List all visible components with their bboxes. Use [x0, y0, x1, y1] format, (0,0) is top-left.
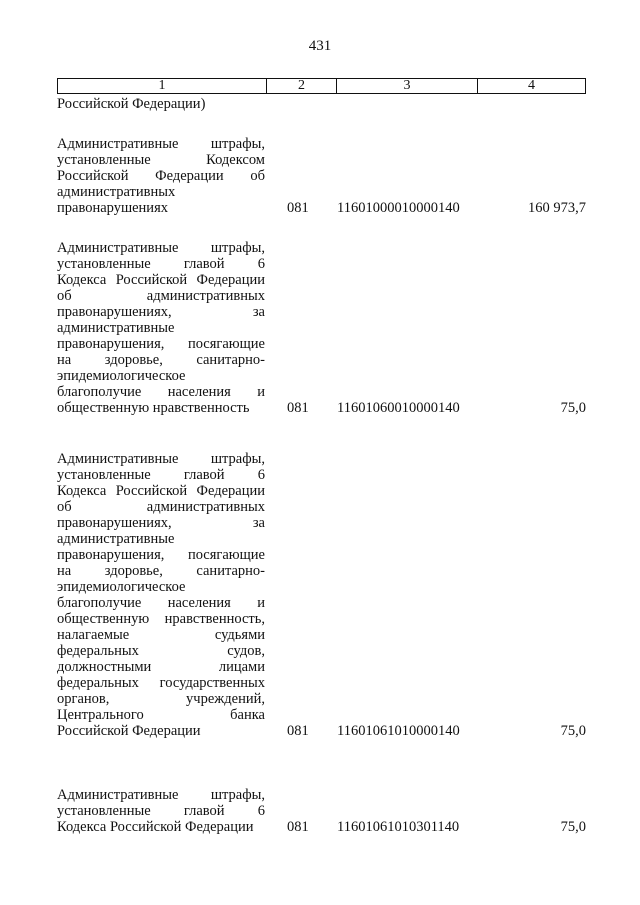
- description-line: установленные Кодексом: [57, 152, 265, 168]
- description-line: установленные главой 6: [57, 467, 265, 483]
- header-col-3: 3: [337, 79, 478, 93]
- amount-value: 160 973,7: [528, 200, 586, 216]
- admin-code: 081: [287, 723, 309, 739]
- description-line: Административные штрафы,: [57, 136, 265, 152]
- description-line: установленные главой 6: [57, 803, 265, 819]
- description-line: Административные штрафы,: [57, 451, 265, 467]
- description-line: Кодекса Российской Федерации: [57, 483, 265, 499]
- page-number: 431: [308, 38, 332, 54]
- description-line: благополучие населения и: [57, 595, 265, 611]
- header-col-1: 1: [58, 79, 267, 93]
- description-line: административные: [57, 531, 175, 547]
- amount-value: 75,0: [560, 819, 586, 835]
- description-line: правонарушениях, за: [57, 515, 265, 531]
- description-line: должностными лицами: [57, 659, 265, 675]
- description-line: общественную нравственность,: [57, 611, 265, 627]
- description-line: Административные штрафы,: [57, 240, 265, 256]
- admin-code: 081: [287, 200, 309, 216]
- row-description: [57, 240, 265, 416]
- description-line: Административные штрафы,: [57, 787, 265, 803]
- description-line: налагаемые судьями: [57, 627, 265, 643]
- description-line: на здоровье, санитарно-: [57, 563, 265, 579]
- budget-classification-code: 11601061010000140: [337, 723, 460, 739]
- amount-value: 75,0: [560, 723, 586, 739]
- description-line: правонарушениях: [57, 200, 168, 216]
- description-line: правонарушения, посягающие: [57, 336, 265, 352]
- description-line: Российской Федерации об: [57, 168, 265, 184]
- description-line: федеральных судов,: [57, 643, 265, 659]
- description-line: органов, учреждений,: [57, 691, 265, 707]
- budget-classification-code: 11601060010000140: [337, 400, 460, 416]
- row-description: [57, 787, 265, 835]
- description-line: эпидемиологическое: [57, 579, 186, 595]
- description-line: административных: [57, 184, 176, 200]
- row-description: [57, 451, 265, 739]
- description-line: об административных: [57, 499, 265, 515]
- description-line: Российской Федерации: [57, 723, 201, 739]
- description-line: правонарушения, посягающие: [57, 547, 265, 563]
- description-line: административные: [57, 320, 175, 336]
- description-line: федеральных государственных: [57, 675, 265, 691]
- description-line: установленные главой 6: [57, 256, 265, 272]
- amount-value: 75,0: [560, 400, 586, 416]
- admin-code: 081: [287, 819, 309, 835]
- budget-classification-code: 11601000010000140: [337, 200, 460, 216]
- description-line: Кодекса Российской Федерации: [57, 272, 265, 288]
- row-description: [57, 136, 265, 216]
- header-col-4: 4: [528, 78, 535, 93]
- admin-code: 081: [287, 400, 309, 416]
- header-col-2: 2: [267, 79, 337, 93]
- description-line: об административных: [57, 288, 265, 304]
- description-line: эпидемиологическое: [57, 368, 186, 384]
- table-header-row: [57, 78, 586, 94]
- description-line: Кодекса Российской Федерации: [57, 819, 254, 835]
- description-line: на здоровье, санитарно-: [57, 352, 265, 368]
- description-line: общественную нравственность: [57, 400, 250, 416]
- description-line: благополучие населения и: [57, 384, 265, 400]
- description-line: правонарушениях, за: [57, 304, 265, 320]
- continuation-text: Российской Федерации): [57, 96, 206, 112]
- description-line: Центрального банка: [57, 707, 265, 723]
- budget-classification-code: 11601061010301140: [337, 819, 460, 835]
